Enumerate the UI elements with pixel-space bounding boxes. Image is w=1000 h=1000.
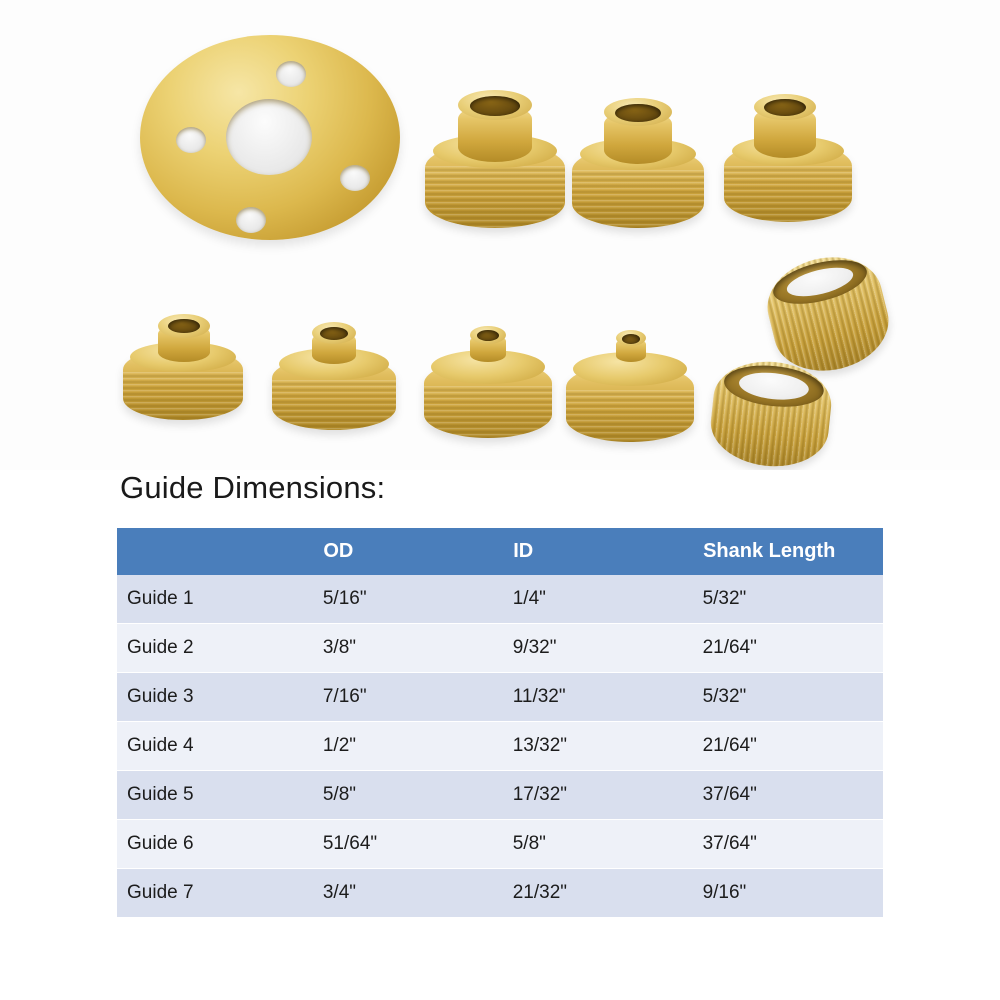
- product-photo: [0, 0, 1000, 470]
- cell-shank-length: 9/16": [693, 869, 883, 918]
- guide-bushing-7: [425, 88, 565, 228]
- cell-id: 13/32": [503, 722, 693, 771]
- guide-bushing-6: [572, 96, 704, 228]
- plate-screw-hole: [276, 61, 306, 87]
- cell-guide-name: Guide 6: [117, 820, 313, 869]
- bushing-threads: [424, 386, 552, 438]
- cell-id: 21/32": [503, 869, 693, 918]
- cell-od: 7/16": [313, 673, 503, 722]
- cell-guide-name: Guide 2: [117, 624, 313, 673]
- bushing-threads: [724, 166, 852, 222]
- cell-od: 3/8": [313, 624, 503, 673]
- cell-guide-name: Guide 4: [117, 722, 313, 771]
- table-header-row: [117, 528, 883, 575]
- cell-od: 1/2": [313, 722, 503, 771]
- cell-shank-length: 37/64": [693, 820, 883, 869]
- cell-od: 5/8": [313, 771, 503, 820]
- table-row: [117, 575, 883, 624]
- lock-nut-lower: [707, 356, 835, 470]
- cell-od: 51/64": [313, 820, 503, 869]
- cell-od: 5/16": [313, 575, 503, 624]
- table-row: [117, 771, 883, 820]
- table-row: [117, 673, 883, 722]
- cell-id: 1/4": [503, 575, 693, 624]
- bushing-bore: [764, 99, 806, 116]
- plate-screw-hole: [236, 207, 266, 233]
- cell-id: 5/8": [503, 820, 693, 869]
- plate-center-bore: [226, 99, 312, 175]
- bushing-threads: [123, 372, 243, 420]
- column-header-guide: [117, 528, 313, 575]
- column-header-id: ID: [503, 528, 693, 575]
- cell-id: 17/32": [503, 771, 693, 820]
- column-header-shank-length: Shank Length: [693, 528, 883, 575]
- table-row: [117, 722, 883, 771]
- guide-bushing-2: [424, 322, 552, 438]
- cell-id: 11/32": [503, 673, 693, 722]
- cell-shank-length: 21/64": [693, 624, 883, 673]
- bushing-bore: [477, 330, 499, 341]
- bushing-bore: [470, 96, 520, 116]
- guide-bushing-5: [724, 92, 852, 222]
- cell-guide-name: Guide 1: [117, 575, 313, 624]
- bushing-bore: [622, 334, 640, 344]
- guide-dimensions-table: [117, 528, 883, 918]
- cell-shank-length: 37/64": [693, 771, 883, 820]
- bushing-bore: [168, 319, 200, 333]
- bushing-threads: [425, 166, 565, 228]
- guide-bushing-4: [123, 310, 243, 420]
- mounting-plate: [140, 35, 400, 250]
- plate-screw-hole: [176, 127, 206, 153]
- table-row: [117, 820, 883, 869]
- cell-id: 9/32": [503, 624, 693, 673]
- table-row: [117, 869, 883, 918]
- plate-screw-hole: [340, 165, 370, 191]
- bushing-threads: [272, 380, 396, 430]
- cell-guide-name: Guide 5: [117, 771, 313, 820]
- bushing-bore: [320, 327, 348, 340]
- page-title: Guide Dimensions:: [120, 470, 386, 505]
- cell-guide-name: Guide 7: [117, 869, 313, 918]
- bushing-threads: [566, 390, 694, 442]
- cell-guide-name: Guide 3: [117, 673, 313, 722]
- guide-bushing-3: [272, 318, 396, 430]
- cell-shank-length: 5/32": [693, 673, 883, 722]
- table-row: [117, 624, 883, 673]
- bushing-bore: [615, 104, 661, 122]
- bushing-threads: [572, 170, 704, 228]
- guide-bushing-1: [566, 326, 694, 442]
- cell-od: 3/4": [313, 869, 503, 918]
- column-header-od: OD: [313, 528, 503, 575]
- cell-shank-length: 5/32": [693, 575, 883, 624]
- cell-shank-length: 21/64": [693, 722, 883, 771]
